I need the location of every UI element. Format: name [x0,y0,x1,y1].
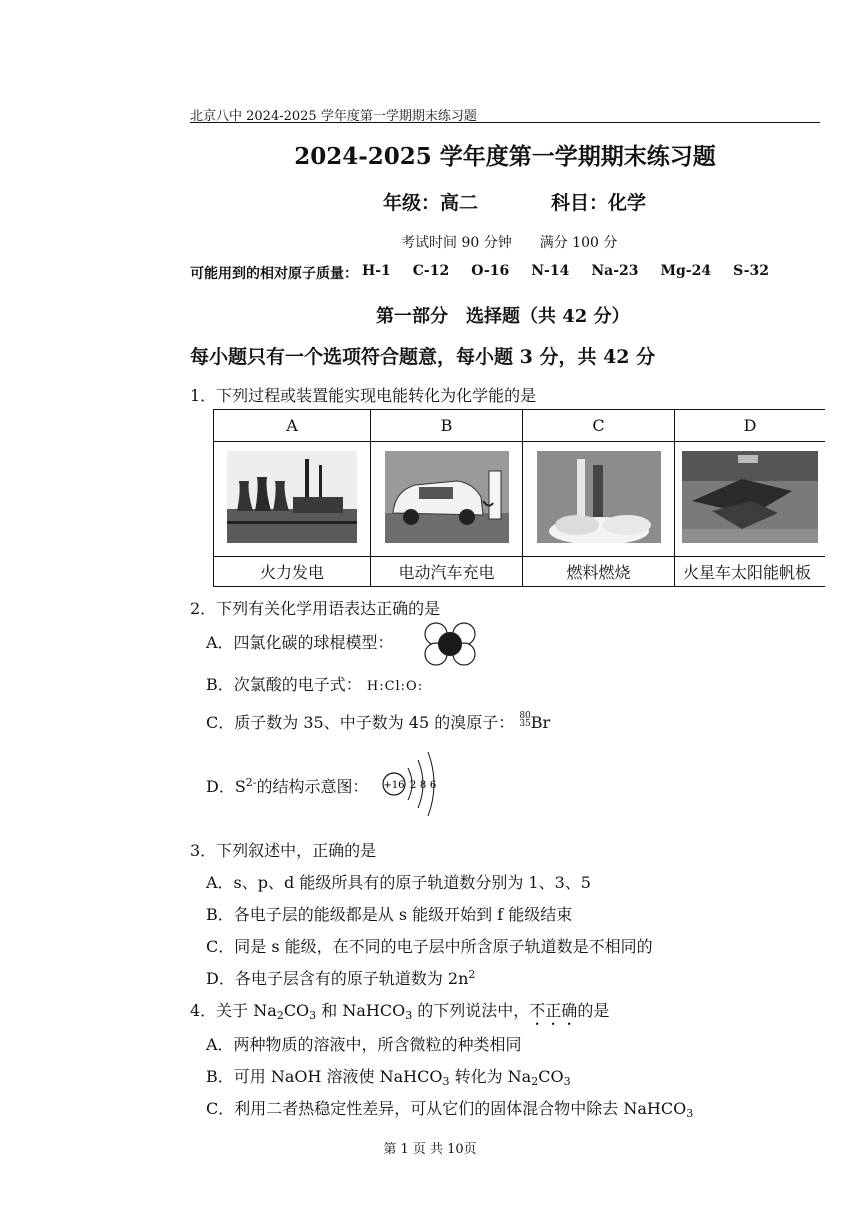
option-image-b [371,442,523,557]
question-4-stem: 4．关于 $Na_2CO_3$ 和 NaHCO$_3$ 的下列说法中，不正确的是 [190,1001,610,1022]
option-image-d [675,442,826,557]
question-3-stem: 3．下列叙述中，正确的是 [190,841,377,860]
rocket-launch-image [537,451,661,543]
shell-count: 2 [409,780,417,791]
atomic-mass-item: C-12 [412,263,450,279]
question-2-option-b [206,672,423,695]
option-text: A．四氯化碳的球棍模型： [206,633,394,652]
ball-stick-model-icon [422,620,478,666]
option-header-b: B [371,410,523,442]
question-4-option-c: C．利用二者热稳定性差异，可从它们的固体混合物中除去 NaHCO$_3$ [206,1099,694,1120]
header-rule [190,122,820,123]
power-plant-image [227,451,357,543]
question-3-option-d: D．各电子层含有的原子轨道数为 $2n^2$ [206,968,476,988]
shell-count: 8 [419,780,427,791]
option-caption-d: 火星车太阳能帆板 [675,557,826,587]
question-2-stem: 2．下列有关化学用语表达正确的是 [190,599,441,618]
ev-charging-image [385,451,509,543]
question-2-option-d: D．$S^{2-}$的结构示意图： [206,776,369,796]
atomic-mass-item: H-1 [362,263,391,279]
question-4-option-a: A．两种物质的溶液中，所含微粒的种类相同 [206,1035,522,1054]
electron-formula: H:Cl:O: [366,679,424,694]
atomic-mass-item: Na-23 [591,263,639,279]
nucleus-label: +16 [383,780,405,791]
emphasis-not-correct: 不正确 [529,1001,578,1020]
atomic-mass-label: 可能用到的相对原子质量： [190,266,358,282]
option-image-a [214,442,371,557]
atomic-mass-line [190,263,791,283]
option-caption-a: 火力发电 [214,557,371,587]
running-header: 北京八中 2024-2025 学年度第一学期期末练习题 [190,109,477,124]
section-intro: 每小题只有一个选项符合题意，每小题 3 分，共 42 分 [190,346,656,368]
page-footer: 第 1 页 共 10页 [383,1142,477,1157]
question-1-table [213,409,825,587]
subject-label: 科目：化学 [551,192,647,214]
shell-count: 6 [429,780,437,791]
atomic-structure-diagram [380,746,450,824]
question-3-option-b: B．各电子层的能级都是从 s 能级开始到 f 能级结束 [206,905,573,924]
question-3-option-c: C．同是 s 能级，在不同的电子层中所含原子轨道数是不相同的 [206,937,653,956]
question-4-option-b: B．可用 NaOH 溶液使 NaHCO$_3$ 转化为 $Na_2CO_3$ [206,1067,571,1088]
atomic-mass-item: N-14 [531,263,570,279]
atomic-mass-item: S-32 [733,263,770,279]
atomic-mass-item: Mg-24 [660,263,712,279]
section-heading: 第一部分 选择题（共 42 分） [376,306,630,327]
question-2-option-c [206,710,550,733]
option-header-d: D [675,410,826,442]
question-2-option-a [206,630,394,653]
option-text: C．质子数为 35、中子数为 45 的溴原子： [206,713,515,732]
question-3-option-a: A．s、p、d 能级所具有的原子轨道数分别为 1、3、5 [206,873,591,892]
atomic-mass-item: O-16 [471,263,510,279]
option-caption-b: 电动汽车充电 [371,557,523,587]
nuclide-numbers: 80 35 [519,711,531,729]
question-1-stem: 1．下列过程或装置能实现电能转化为化学能的是 [190,386,537,405]
option-header-c: C [523,410,675,442]
exam-info: 考试时间 90 分钟 满分 100 分 [401,235,618,251]
page-title: 2024-2025 学年度第一学期期末练习题 [294,143,716,170]
option-caption-c: 燃料燃烧 [523,557,675,587]
mars-rover-image [682,451,818,543]
option-image-c [523,442,675,557]
option-text: B．次氯酸的电子式： [206,675,362,694]
option-header-a: A [214,410,371,442]
grade-label: 年级：高二 [383,192,479,214]
element-symbol: Br [530,713,551,732]
